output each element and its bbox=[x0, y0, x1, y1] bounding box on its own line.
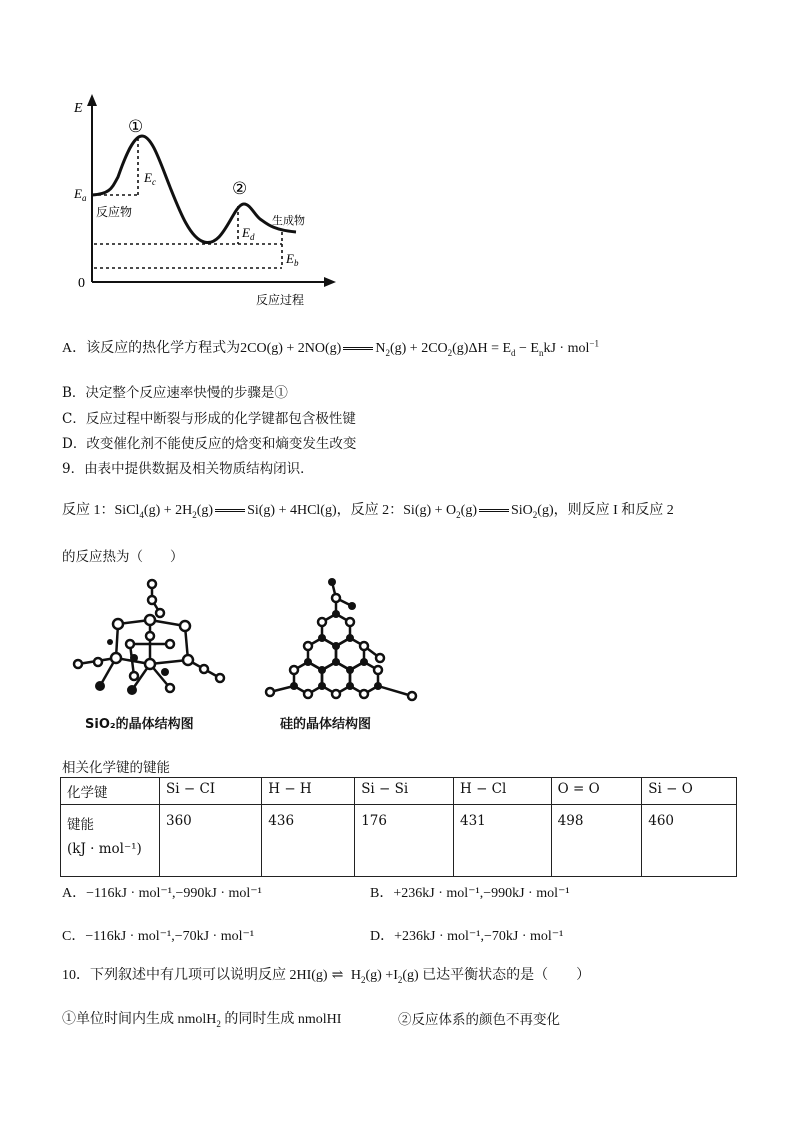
q10-stem bbox=[62, 964, 590, 985]
equal-arrow bbox=[215, 509, 245, 512]
r1-right: Si(g) + 4HCl(g) bbox=[247, 503, 337, 518]
item1-sub: 2 bbox=[216, 1018, 221, 1029]
r2-sub: 2 bbox=[456, 509, 461, 520]
energy-curve bbox=[92, 136, 296, 243]
q8-eq-sub: n bbox=[538, 347, 544, 358]
q10-stem-a: 10．下列叙述中有几项可以说明反应 2HI(g) bbox=[62, 968, 328, 983]
option-label: B． bbox=[370, 886, 394, 901]
r2-g: (g) bbox=[537, 503, 554, 518]
table-cell: 360 bbox=[160, 805, 262, 877]
row-label-cell bbox=[61, 805, 160, 877]
r1-g: (g) bbox=[196, 503, 214, 518]
q10-sub: 2 bbox=[397, 974, 403, 985]
q8-option-c: C．反应过程中断裂与形成的化学键都包含极性键 bbox=[62, 411, 356, 427]
sio2-figure-caption: SiO₂的晶体结构图 bbox=[85, 717, 194, 732]
reactant-label: 反应物 bbox=[96, 205, 133, 219]
origin-label: 0 bbox=[78, 276, 85, 291]
q9-option-d bbox=[370, 925, 563, 945]
r1-sub: 4 bbox=[139, 509, 144, 520]
table-header-cell: O = O bbox=[551, 778, 642, 805]
r2-sub: 2 bbox=[532, 509, 538, 520]
sio2-structure-figure bbox=[70, 578, 240, 698]
y-axis-label: E bbox=[74, 101, 83, 116]
q8-option-a-prefix: A．该反应的热化学方程式为 bbox=[62, 341, 241, 356]
q10-i: (g) +I bbox=[365, 968, 398, 983]
equal-arrow bbox=[479, 509, 509, 512]
table-header-row bbox=[61, 778, 737, 805]
q8-option-b: B．决定整个反应速率快慢的步骤是① bbox=[62, 385, 288, 401]
q9-stem: 9．由表中提供数据及相关物质结构闭识． bbox=[62, 461, 314, 477]
table-header-cell: Si − CI bbox=[160, 778, 262, 805]
q9-reactions bbox=[62, 499, 674, 520]
y-axis-arrow bbox=[87, 94, 97, 106]
silicon-structure-figure bbox=[262, 578, 422, 703]
q9-stem-cont: 的反应热为（ ） bbox=[62, 549, 184, 565]
q9-option-c bbox=[62, 925, 254, 945]
q8-eq-co2: (g) + 2CO bbox=[389, 341, 448, 356]
r1-h: (g) + 2H bbox=[143, 503, 193, 518]
q10-item-1 bbox=[62, 1008, 341, 1029]
table-row bbox=[61, 805, 737, 877]
q8-eq-sub: d bbox=[511, 347, 516, 358]
r-suffix: ，则反应 I 和反应 2 bbox=[553, 503, 674, 518]
row-label-line2: (kJ · mol⁻¹) bbox=[67, 841, 142, 857]
q10-sub: 2 bbox=[360, 974, 366, 985]
table-cell: 460 bbox=[642, 805, 737, 877]
table-header-cell: Si − O bbox=[642, 778, 737, 805]
table-cell: 436 bbox=[262, 805, 355, 877]
q8-option-a bbox=[62, 337, 599, 358]
r1-sicl: SiCl bbox=[114, 503, 140, 518]
option-text: +236kJ · mol⁻¹,−70kJ · mol⁻¹ bbox=[394, 929, 564, 944]
r1-prefix: 反应 1： bbox=[62, 503, 115, 518]
option-label: D． bbox=[370, 929, 395, 944]
q10-item-2: ②反应体系的颜色不再变化 bbox=[398, 1012, 560, 1028]
bond-table-title: 相关化学键的键能 bbox=[62, 760, 170, 776]
energy-diagram-svg bbox=[60, 92, 350, 310]
silicon-structure-svg bbox=[262, 578, 422, 703]
row-label-line1: 键能 bbox=[67, 817, 94, 833]
q8-option-d: D．改变催化剂不能使反应的焓变和熵变发生改变 bbox=[62, 436, 357, 452]
table-header-cell: 化学键 bbox=[61, 778, 160, 805]
q8-eq-unit: kJ · mol bbox=[543, 341, 590, 356]
energy-diagram bbox=[60, 92, 350, 310]
q8-eq-dh: (g)ΔH = E bbox=[452, 341, 512, 356]
ec-label: $E_c$ bbox=[144, 170, 156, 187]
q8-eq-sub: 2 bbox=[385, 347, 390, 358]
item1-a: ①单位时间内生成 nmolH bbox=[62, 1012, 217, 1027]
bond-energy-table bbox=[60, 777, 737, 877]
option-label: A． bbox=[62, 886, 87, 901]
x-axis-arrow bbox=[324, 277, 336, 287]
peak1-label: ① bbox=[128, 117, 144, 137]
equal-arrow bbox=[343, 347, 373, 350]
q9-option-b bbox=[370, 882, 570, 902]
eb-label: $E_b$ bbox=[286, 251, 299, 268]
ed-label: $E_d$ bbox=[242, 225, 255, 242]
q8-eq-sub: 2 bbox=[447, 347, 453, 358]
silicon-figure-caption: 硅的晶体结构图 bbox=[280, 717, 372, 732]
option-text: −116kJ · mol⁻¹,−990kJ · mol⁻¹ bbox=[86, 886, 262, 901]
option-label: C． bbox=[62, 929, 86, 944]
table-cell: 176 bbox=[355, 805, 454, 877]
r1-sub: 2 bbox=[192, 509, 197, 520]
peak2-label: ② bbox=[232, 179, 248, 199]
product-label: 生成物 bbox=[272, 214, 305, 227]
table-header-cell: H − H bbox=[262, 778, 355, 805]
r2-sio: SiO bbox=[510, 503, 533, 518]
q8-eq-en: − E bbox=[515, 341, 539, 356]
r2-g: (g) bbox=[460, 503, 477, 518]
q10-h: H bbox=[347, 968, 361, 983]
r2-prefix: ，反应 2： bbox=[336, 503, 404, 518]
ea-label: $E_a$ bbox=[74, 186, 87, 203]
option-text: −116kJ · mol⁻¹,−70kJ · mol⁻¹ bbox=[85, 929, 255, 944]
q10-stem-d: (g) 已达平衡状态的是（ ） bbox=[402, 968, 591, 983]
q8-eq-sup: −1 bbox=[589, 338, 599, 349]
item1-b: 的同时生成 nmolHI bbox=[220, 1012, 342, 1027]
reversible-arrow: ⇌ bbox=[331, 968, 344, 983]
table-header-cell: Si − Si bbox=[355, 778, 454, 805]
table-cell: 498 bbox=[551, 805, 642, 877]
q8-eq-n: N bbox=[375, 341, 386, 356]
q8-eq-left: 2CO(g) + 2NO(g) bbox=[240, 341, 342, 356]
r2-left: Si(g) + O bbox=[403, 503, 457, 518]
x-axis-label: 反应过程 bbox=[256, 293, 305, 307]
option-text: +236kJ · mol⁻¹,−990kJ · mol⁻¹ bbox=[393, 886, 570, 901]
table-header-cell: H − Cl bbox=[454, 778, 552, 805]
q9-option-a bbox=[62, 882, 262, 902]
sio2-structure-svg bbox=[70, 578, 240, 698]
table-cell: 431 bbox=[454, 805, 552, 877]
